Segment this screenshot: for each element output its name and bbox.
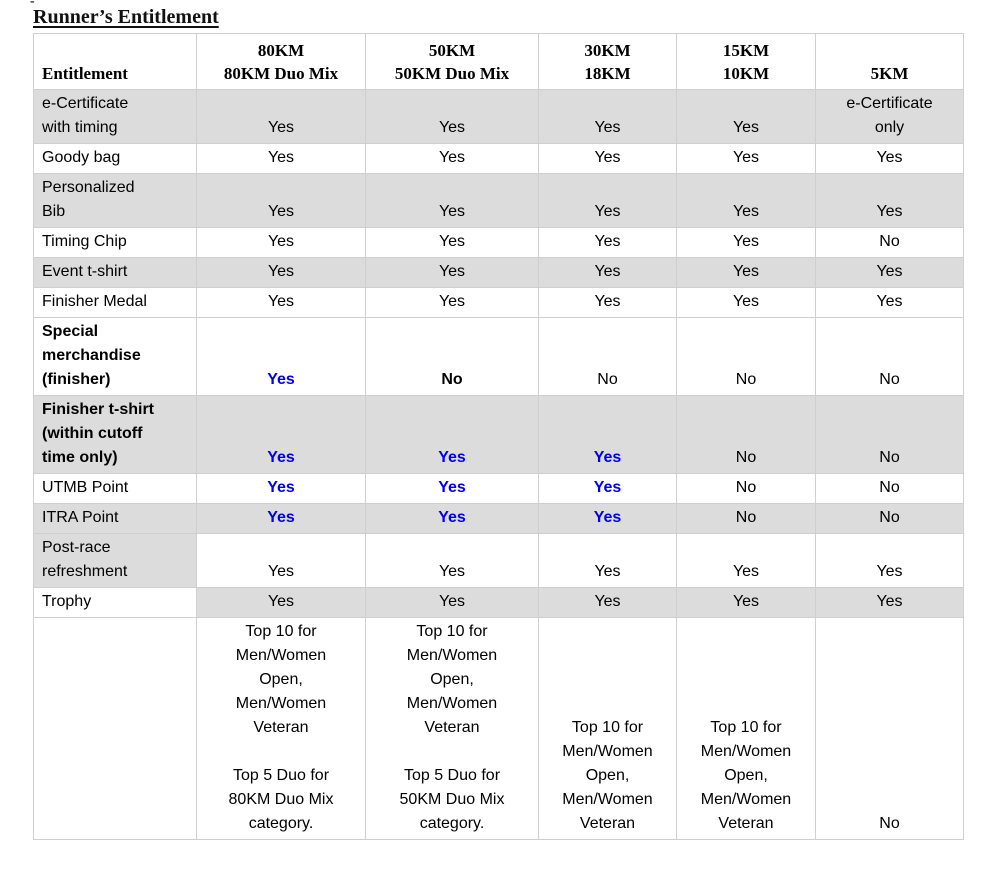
table-row [34, 90, 964, 144]
table-cell: Yes [816, 534, 964, 588]
row-label: Personalized Bib [34, 174, 197, 228]
table-row [34, 318, 964, 396]
table-cell: Yes [677, 588, 816, 618]
column-header: 30KM 18KM [539, 34, 677, 90]
row-label: Post-race refreshment [34, 534, 197, 588]
column-header-entitlement: Entitlement [34, 34, 197, 90]
stray-dash-mark: - [30, 0, 35, 9]
table-row [34, 228, 964, 258]
row-label: Special merchandise (finisher) [34, 318, 197, 396]
table-cell [677, 618, 816, 840]
table-cell: Yes [816, 288, 964, 318]
table-row [34, 144, 964, 174]
table-cell [539, 618, 677, 840]
row-label: Goody bag [34, 144, 197, 174]
table-cell: Yes [677, 228, 816, 258]
table-cell: No [677, 504, 816, 534]
table-cell: No [677, 474, 816, 504]
table-cell: No [816, 504, 964, 534]
table-row [34, 474, 964, 504]
table-cell: Yes [197, 228, 366, 258]
column-header: 15KM 10KM [677, 34, 816, 90]
table-cell: Yes [197, 288, 366, 318]
row-label: Finisher Medal [34, 288, 197, 318]
cell-paragraph [384, 740, 520, 764]
cell-paragraph: Top 10 for Men/Women Open, Men/Women Veteran [700, 719, 792, 832]
table-cell: Yes [539, 504, 677, 534]
cell-paragraph: Top 10 for Men/Women Open, Men/Women Veteran [562, 719, 653, 832]
table-cell: No [816, 318, 964, 396]
table-cell: Yes [539, 144, 677, 174]
table-cell [366, 618, 539, 840]
table-cell: Yes [677, 534, 816, 588]
table-cell: No [677, 318, 816, 396]
row-label: UTMB Point [34, 474, 197, 504]
table-cell: Yes [366, 144, 539, 174]
table-cell: Yes [677, 144, 816, 174]
table-cell: No [677, 396, 816, 474]
entitlement-table [33, 33, 964, 840]
table-cell [197, 618, 366, 840]
table-cell: Yes [539, 588, 677, 618]
table-cell: Yes [677, 90, 816, 144]
table-cell: Yes [366, 228, 539, 258]
row-label: ITRA Point [34, 504, 197, 534]
table-cell: Yes [366, 474, 539, 504]
table-row [34, 396, 964, 474]
column-header: 50KM 50KM Duo Mix [366, 34, 539, 90]
table-cell: Yes [539, 90, 677, 144]
table-cell: Yes [366, 534, 539, 588]
table-cell: Yes [539, 534, 677, 588]
cell-paragraph: Top 5 Duo for 80KM Duo Mix category. [228, 767, 334, 832]
column-header: 5KM [816, 34, 964, 90]
cell-paragraph: Top 10 for Men/Women Open, Men/Women Veteran [406, 623, 498, 736]
table-row [34, 588, 964, 618]
table-cell: No [816, 618, 964, 840]
table-cell: No [816, 228, 964, 258]
table-cell: Yes [197, 90, 366, 144]
table-cell: No [539, 318, 677, 396]
table-cell: Yes [366, 174, 539, 228]
table-cell: Yes [539, 396, 677, 474]
table-header-row [34, 34, 964, 90]
row-label: Trophy [34, 588, 197, 618]
cell-paragraph [215, 740, 347, 764]
table-row [34, 258, 964, 288]
table-cell: Yes [197, 144, 366, 174]
table-cell: Yes [816, 258, 964, 288]
table-cell: Yes [197, 318, 366, 396]
table-cell: Yes [677, 258, 816, 288]
table-cell: Yes [539, 258, 677, 288]
page-title: Runner’s Entitlement [33, 6, 219, 28]
table-row [34, 618, 964, 840]
column-header: 80KM 80KM Duo Mix [197, 34, 366, 90]
cell-paragraph: Top 5 Duo for 50KM Duo Mix category. [399, 767, 505, 832]
row-label: Finisher t-shirt (within cutoff time only) [34, 396, 197, 474]
table-cell: Yes [197, 534, 366, 588]
table-cell: Yes [366, 90, 539, 144]
table-row [34, 534, 964, 588]
table-cell: Yes [677, 288, 816, 318]
table-cell: Yes [816, 144, 964, 174]
table-cell: Yes [677, 174, 816, 228]
table-cell: e-Certificate only [816, 90, 964, 144]
table-cell: Yes [539, 228, 677, 258]
table-cell: No [816, 396, 964, 474]
table-cell: No [366, 318, 539, 396]
row-label: Timing Chip [34, 228, 197, 258]
table-cell: Yes [197, 174, 366, 228]
table-cell: Yes [197, 504, 366, 534]
row-label: Event t-shirt [34, 258, 197, 288]
table-cell: Yes [816, 588, 964, 618]
cell-paragraph: Top 10 for Men/Women Open, Men/Women Veteran [235, 623, 327, 736]
row-label [34, 618, 197, 840]
table-cell: Yes [539, 474, 677, 504]
table-row [34, 288, 964, 318]
table-cell: Yes [197, 396, 366, 474]
table-cell: Yes [197, 258, 366, 288]
row-label: e-Certificate with timing [34, 90, 197, 144]
table-cell: Yes [366, 588, 539, 618]
table-row [34, 504, 964, 534]
table-cell: Yes [366, 258, 539, 288]
table-cell: Yes [366, 504, 539, 534]
table-cell: Yes [539, 288, 677, 318]
table-cell: Yes [366, 288, 539, 318]
table-cell: No [816, 474, 964, 504]
table-cell: Yes [197, 588, 366, 618]
table-cell: Yes [539, 174, 677, 228]
table-row [34, 174, 964, 228]
table-cell: Yes [197, 474, 366, 504]
table-cell: Yes [366, 396, 539, 474]
table-cell: Yes [816, 174, 964, 228]
